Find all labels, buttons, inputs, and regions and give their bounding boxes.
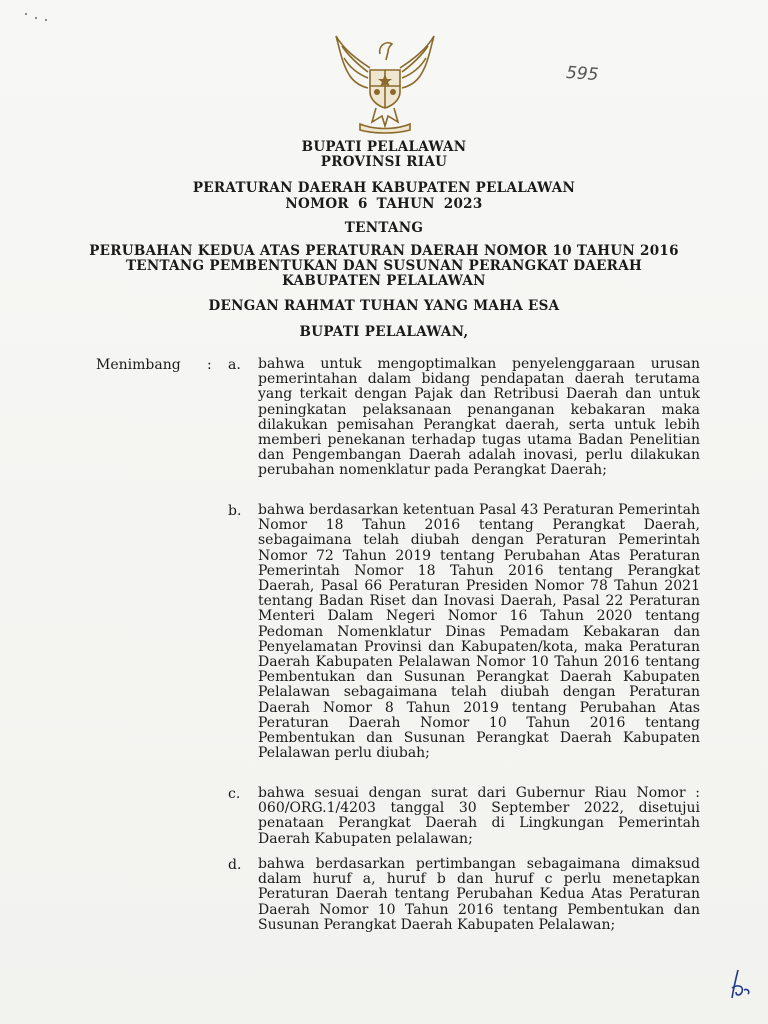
item-letter-d: d. xyxy=(228,857,242,873)
about-heading: TENTANG xyxy=(344,220,424,236)
item-letter-b: b. xyxy=(228,503,242,519)
issuer-title: BUPATI PELALAWAN xyxy=(301,139,467,155)
authority-line: BUPATI PELALAWAN, xyxy=(299,324,469,340)
regulation-title: PERATURAN DAERAH KABUPATEN PELALAWAN xyxy=(192,180,576,196)
subject-line-2: TENTANG PEMBENTUKAN DAN SUSUNAN PERANGKAT DAERAH xyxy=(125,258,643,274)
considering-colon: : xyxy=(207,357,212,373)
subject-line-1: PERUBAHAN KEDUA ATAS PERATURAN DAERAH NOMOR 10 TAHUN 2016 xyxy=(89,243,679,259)
handwritten-page-number: 595 xyxy=(565,62,600,86)
initial-signature-mark xyxy=(728,968,754,1002)
item-text-d: bahwa berdasarkan pertimbangan sebagaimana dimaksud dalam huruf a, huruf b dan huruf c perlu menetapkan Peraturan Daerah tentang Perubahan Kedua Atas Peraturan Daerah Nomor 10 Tahun 2016 tentang Pembentukan dan Susunan Perangkat Daerah Kabupaten Pelalawan; xyxy=(258,856,700,933)
item-text-a: bahwa untuk mengoptimalkan penyelenggaraan urusan pemerintahan dalam bidang pendapatan daerah terutama yang terkait dengan Pajak dan Retribusi Daerah dan untuk peningkatan pelaksanaan penanganan kebakaran maka dilakukan pemisahan Perangkat daerah, serta untuk lebih memberi penekanan terhadap tugas utama Badan Penelitian dan Pengembangan Daerah adalah inovasi, perlu dilakukan perubahan nomenklatur pada Perangkat Daerah; xyxy=(258,356,700,479)
item-letter-a: a. xyxy=(228,357,241,373)
subject-line-3: KABUPATEN PELALAWAN xyxy=(282,273,486,289)
regulation-number: NOMOR 6 TAHUN 2023 xyxy=(285,196,483,212)
blessing-line: DENGAN RAHMAT TUHAN YANG MAHA ESA xyxy=(208,298,560,314)
scan-marks xyxy=(22,8,62,28)
province-title: PROVINSI RIAU xyxy=(320,154,448,170)
item-letter-c: c. xyxy=(228,786,241,802)
item-text-b: bahwa berdasarkan ketentuan Pasal 43 Peraturan Pemerintah Nomor 18 Tahun 2016 tentang Perangkat Daerah, sebagaimana telah diubah dengan Peraturan Pemerintah Nomor 72 Tahun 2019 tentang Perubahan Atas Peraturan Pemerintah Nomor 18 Tahun 2016 tentang Perangkat Daerah, Pasal 66 Peraturan Presiden Nomor 78 Tahun 2021 tentang Badan Riset dan Inovasi Daerah, Pasal 22 Peraturan Menteri Dalam Negeri Nomor 16 Tahun 2020 tentang Pedoman Nomenklatur Dinas Pemadam Kebakaran dan Penyelamatan Provinsi dan Kabupaten/kota, maka Peraturan Daerah Kabupaten Pelalawan Nomor 10 Tahun 2016 tentang Pembentukan dan Susunan Perangkat Daerah Kabupaten Pelalawan sebagaimana telah diubah dengan Peraturan Daerah Nomor 8 Tahun 2019 tentang Perubahan Atas Peraturan Daerah Nomor 10 Tahun 2016 tentang Pembentukan dan Susunan Perangkat Daerah Kabupaten Pelalawan perlu diubah; xyxy=(258,502,700,762)
garuda-pancasila-emblem xyxy=(330,30,440,136)
item-text-c: bahwa sesuai dengan surat dari Gubernur Riau Nomor : 060/ORG.1/4203 tanggal 30 September 2022, disetujui penataan Perangkat Daerah di Lingkungan Pemerintah Daerah Kabupaten pelalawan; xyxy=(258,785,700,847)
considering-label: Menimbang xyxy=(96,357,181,373)
